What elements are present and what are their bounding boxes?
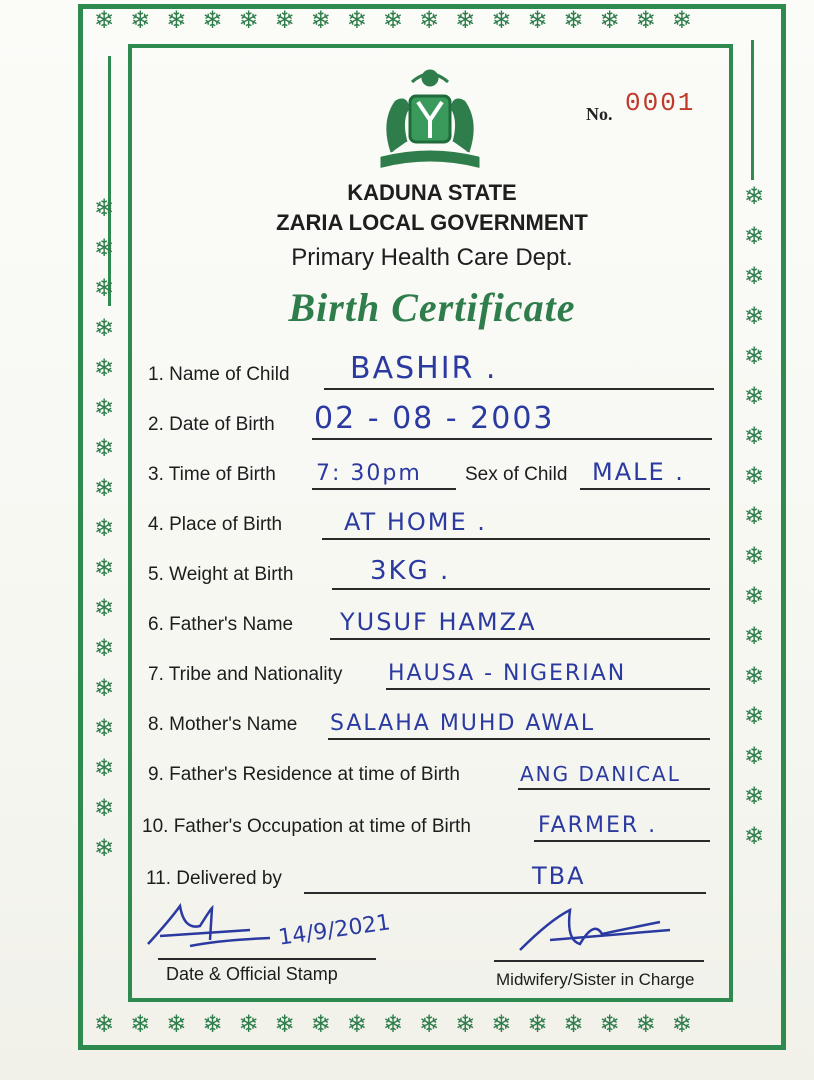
midwife-signature-icon — [510, 900, 680, 960]
snowflake-icon: ❄ — [94, 394, 115, 422]
snowflake-icon: ❄ — [94, 554, 115, 582]
serial-label: No. — [586, 104, 613, 124]
snowflake-icon: ❄ — [744, 542, 765, 570]
place-value: AT HOME . — [344, 508, 487, 536]
tribe-label: 7. Tribe and Nationality — [148, 664, 343, 685]
snowflake-icon: ❄ — [94, 714, 115, 742]
snowflake-icon: ❄ — [94, 634, 115, 662]
snowflake-icon: ❄ — [744, 782, 765, 810]
snowflake-icon: ❄ — [94, 314, 115, 342]
midwife-label: Midwifery/Sister in Charge — [496, 970, 695, 989]
snowflake-icon: ❄ — [94, 434, 115, 462]
state-heading: KADUNA STATE — [347, 180, 517, 205]
snowflake-icon: ❄ — [94, 754, 115, 782]
snowflake-icon: ❄ — [744, 462, 765, 490]
time-label: 3. Time of Birth — [148, 464, 276, 485]
lga-heading: ZARIA LOCAL GOVERNMENT — [276, 210, 588, 235]
snowflake-icon: ❄ — [744, 302, 765, 330]
stamp-line — [158, 958, 376, 960]
snowflake-icon: ❄ — [744, 622, 765, 650]
delivered-label: 11. Delivered by — [146, 868, 282, 889]
coat-of-arms-icon — [362, 62, 498, 172]
snowflake-icon: ❄ — [744, 342, 765, 370]
snowflake-icon: ❄ — [94, 834, 115, 862]
mother-label: 8. Mother's Name — [148, 714, 298, 735]
snowflake-icon: ❄ — [744, 582, 765, 610]
snowflake-icon: ❄ — [744, 502, 765, 530]
snowflake-icon: ❄ — [744, 422, 765, 450]
dob-label: 2. Date of Birth — [148, 414, 275, 435]
father-label: 6. Father's Name — [148, 614, 294, 635]
snowflake-icon: ❄ — [94, 354, 115, 382]
dob-value: 02 - 08 - 2003 — [314, 401, 555, 436]
snowflake-icon: ❄ — [744, 742, 765, 770]
midwife-line — [494, 960, 704, 962]
weight-label: 5. Weight at Birth — [148, 564, 294, 585]
bottom-snowflake-border: ❄ ❄ ❄ ❄ ❄ ❄ ❄ ❄ ❄ ❄ ❄ ❄ ❄ ❄ ❄ ❄ ❄ — [94, 1010, 692, 1038]
occupation-label: 10. Father's Occupation at time of Birth — [142, 816, 471, 837]
snowflake-icon: ❄ — [744, 662, 765, 690]
residence-value: ANG DANICAL — [520, 762, 681, 786]
snowflake-icon: ❄ — [744, 382, 765, 410]
snowflake-icon: ❄ — [744, 702, 765, 730]
snowflake-icon: ❄ — [94, 194, 115, 222]
snowflake-icon: ❄ — [744, 182, 765, 210]
name-value: BASHIR . — [350, 351, 498, 386]
weight-value: 3KG . — [370, 556, 451, 586]
name-label: 1. Name of Child — [148, 364, 290, 385]
snowflake-icon: ❄ — [94, 514, 115, 542]
father-value: YUSUF HAMZA — [340, 608, 537, 636]
delivered-value: TBA — [532, 862, 586, 890]
sex-value: MALE . — [592, 458, 685, 486]
tribe-value: HAUSA - NIGERIAN — [388, 661, 627, 686]
certificate-title: Birth Certificate — [288, 285, 576, 330]
snowflake-icon: ❄ — [744, 222, 765, 250]
snowflake-icon: ❄ — [94, 594, 115, 622]
mother-value: SALAHA MUHD AWAL — [330, 711, 596, 736]
serial-number: 0001 — [625, 88, 696, 118]
top-snowflake-border: ❄ ❄ ❄ ❄ ❄ ❄ ❄ ❄ ❄ ❄ ❄ ❄ ❄ ❄ ❄ ❄ ❄ — [94, 6, 692, 34]
residence-label: 9. Father's Residence at time of Birth — [148, 764, 460, 785]
snowflake-icon: ❄ — [744, 822, 765, 850]
snowflake-icon: ❄ — [94, 274, 115, 302]
snowflake-icon: ❄ — [744, 262, 765, 290]
time-value: 7: 30pm — [316, 461, 422, 486]
sex-label: Sex of Child — [465, 464, 568, 485]
snowflake-icon: ❄ — [94, 674, 115, 702]
snowflake-icon: ❄ — [94, 474, 115, 502]
right-rule — [751, 40, 754, 180]
stamp-label: Date & Official Stamp — [166, 964, 338, 984]
dept-heading: Primary Health Care Dept. — [291, 244, 573, 271]
snowflake-icon: ❄ — [94, 794, 115, 822]
stamp-date: 14/9/2021 — [276, 910, 393, 951]
snowflake-icon: ❄ — [94, 234, 115, 262]
official-signature-icon — [140, 900, 280, 960]
occupation-value: FARMER . — [538, 813, 658, 838]
place-label: 4. Place of Birth — [148, 514, 283, 535]
